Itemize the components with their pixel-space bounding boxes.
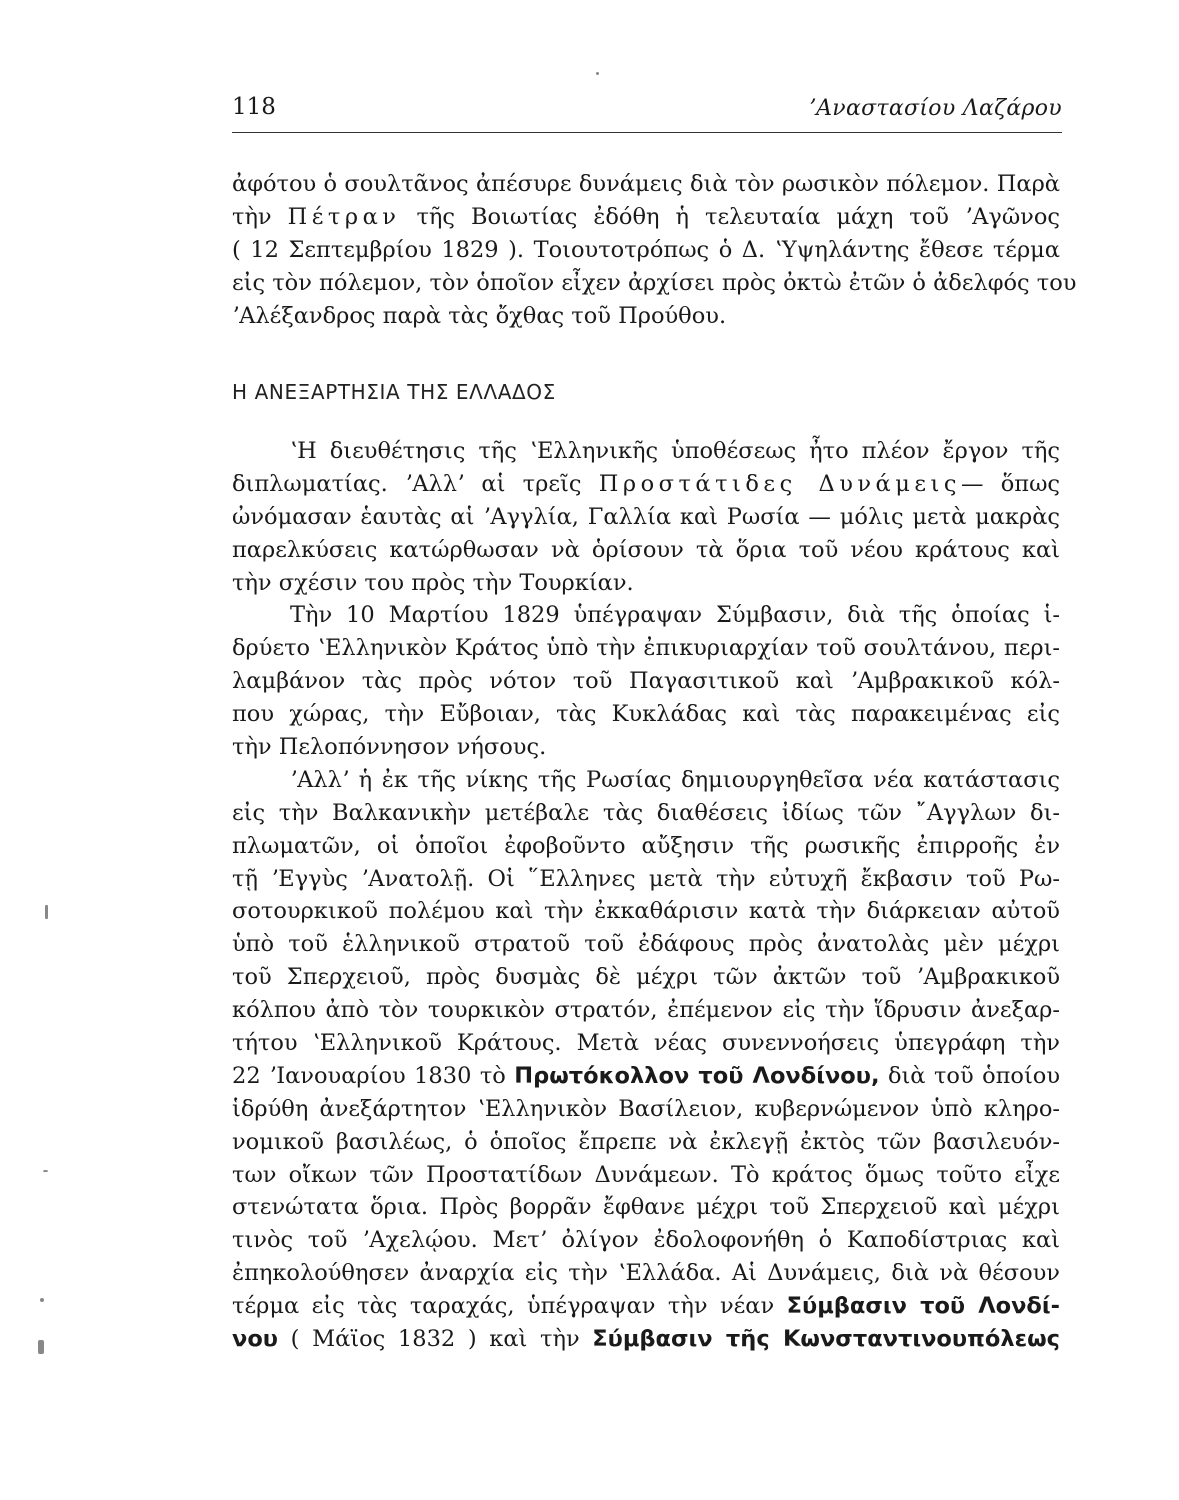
text-line [232, 468, 1060, 501]
text-fragment: 22 ʼΙανουαρίου 1830 τὸ [232, 1062, 515, 1089]
page-header [232, 92, 1062, 133]
section-heading: Η ΑΝΕΞΑΡΤΗΣΙΑ ΤΗΣ ΕΛΛΑΔΟΣ [232, 380, 556, 404]
text-line: κόλπου ἀπὸ τὸν τουρκικὸν στρατόν, ἐπέμενον εἰς τὴν ἵδρυσιν ἀνεξαρ- [232, 997, 1060, 1024]
text-line: σοτουρκικοῦ πολέμου καὶ τὴν ἐκκαθάρισιν κατὰ τὴν διάρκειαν αὐτοῦ [232, 898, 1060, 925]
text-line: ἐπηκολούθησεν ἀναρχία εἰς τὴν ʽΕλλάδα. Αἱ Δυνάμεις, διὰ νὰ θέσουν [232, 1260, 1060, 1287]
bold-emphasis: νου [232, 1326, 278, 1353]
text-line: τῇ ʼΕγγὺς ʼΑνατολῇ. Οἱ ῞Ελληνες μετὰ τὴν εὐτυχῆ ἔκβασιν τοῦ Ρω- [232, 865, 1060, 892]
text-line: δρύετο ʽΕλληνικὸν Κράτος ὑπὸ τὴν ἐπικυριαρχίαν τοῦ σουλτάνου, περι- [232, 635, 1060, 662]
text-line: νομικοῦ βασιλέως, ὁ ὁποῖος ἔπρεπε νὰ ἐκλεγῇ ἐκτὸς τῶν βασιλευόν- [232, 1128, 1060, 1155]
text-fragment: — ὅπως [960, 470, 1061, 497]
text-line: τήτου ʽΕλληνικοῦ Κράτους. Μετὰ νέας συνεννοήσεις ὑπεγράφη τὴν [232, 1030, 1060, 1057]
text-line: ὠνόμασαν ἑαυτὰς αἱ ʼΑγγλία, Γαλλία καὶ Ρωσία — μόλις μετὰ μακρὰς [232, 503, 1060, 530]
scan-speck [38, 1340, 44, 1354]
text-line [232, 1323, 1060, 1356]
text-fragment: τέρμα εἰς τὰς ταραχάς, ὑπέγραψαν τὴν νέαν [232, 1293, 787, 1320]
text-fragment: διὰ τοῦ ὁποίου [879, 1062, 1060, 1089]
text-line: ʼΑλλʼ ἡ ἐκ τῆς νίκης τῆς Ρωσίας δημιουργηθεῖσα νέα κατάστασις [290, 766, 1060, 793]
section-body [232, 435, 1060, 1356]
text-line: τοῦ Σπερχειοῦ, πρὸς δυσμὰς δὲ μέχρι τῶν ἀκτῶν τοῦ ʼΑμβρακικοῦ [232, 964, 1060, 991]
running-head: ʼΑναστασίου Λαζάρου [808, 96, 1062, 121]
text-line: τὴν Πελοπόννησον νήσους. [232, 734, 547, 761]
scan-speck [45, 905, 48, 919]
text-fragment: τὴν [232, 203, 288, 230]
text-line: εἰς τὴν Βαλκανικὴν μετέβαλε τὰς διαθέσεις ἰδίως τῶν ῎Αγγλων δι- [232, 799, 1060, 826]
text-line: ὑπὸ τοῦ ἑλληνικοῦ στρατοῦ τοῦ ἐδάφους πρὸς ἀνατολὰς μὲν μέχρι [232, 931, 1060, 958]
text-line: ἱδρύθη ἀνεξάρτητον ʽΕλληνικὸν Βασίλειον, κυβερνώμενον ὑπὸ κληρο- [232, 1095, 1060, 1122]
bold-emphasis: Σύμβασιν τῆς Κωνσταντινουπόλεως [592, 1326, 1060, 1353]
bold-emphasis: Σύμβασιν τοῦ Λονδί- [786, 1293, 1060, 1320]
scan-speck [40, 1298, 44, 1302]
text-fragment: τῆς Βοιωτίας ἐδόθη ἡ τελευταία μάχη τοῦ ʼΑγῶνος [400, 203, 1060, 230]
text-line [232, 1290, 1060, 1323]
text-line: που χώρας, τὴν Εὔβοιαν, τὰς Κυκλάδας καὶ τὰς παρακειμένας εἰς [232, 701, 1060, 728]
spaced-emphasis: Πέτραν [287, 203, 401, 230]
scan-speck [596, 72, 599, 75]
text-fragment: ( Μάϊος 1832 ) καὶ τὴν [277, 1326, 593, 1353]
text-line: ἀφότου ὁ σουλτᾶνος ἀπέσυρε δυνάμεις διὰ τὸν ρωσικὸν πόλεμον. Παρὰ [232, 171, 1060, 197]
text-line: ( 12 Σεπτεμβρίου 1829 ). Τοιουτοτρόπως ὁ Δ. ʽΥψηλάντης ἔθεσε τέρμα [232, 236, 1060, 263]
text-line: Τὴν 10 Μαρτίου 1829 ὑπέγραψαν Σύμβασιν, διὰ τῆς ὁποίας ἱ- [290, 602, 1060, 629]
scan-speck [43, 1170, 48, 1172]
text-line: ʽΗ διευθέτησις τῆς ʽΕλληνικῆς ὑποθέσεως ἦτο πλέον ἔργον τῆς [290, 438, 1060, 464]
text-line: πλωματῶν, οἱ ὁποῖοι ἐφοβοῦντο αὔξησιν τῆς ρωσικῆς ἐπιρροῆς ἐν [232, 832, 1060, 859]
text-line: τὴν σχέσιν του πρὸς τὴν Τουρκίαν. [232, 569, 634, 596]
text-line [232, 1060, 1060, 1093]
page-number: 118 [232, 94, 276, 120]
text-line: εἰς τὸν πόλεμον, τὸν ὁποῖον εἶχεν ἀρχίσει πρὸς ὀκτὼ ἐτῶν ὁ ἀδελφός του [232, 269, 1077, 296]
spaced-emphasis: Προστάτιδες Δυνάμεις [598, 470, 961, 497]
text-line: στενώτατα ὅρια. Πρὸς βορρᾶν ἔφθανε μέχρι τοῦ Σπερχειοῦ καὶ μέχρι [232, 1194, 1060, 1221]
text-line: λαμβάνον τὰς πρὸς νότον τοῦ Παγασιτικοῦ καὶ ʼΑμβρακικοῦ κόλ- [232, 668, 1060, 695]
text-fragment: διπλωματίας. ʼΑλλʼ αἱ τρεῖς [232, 470, 599, 497]
text-line-spaced [232, 201, 1060, 234]
text-line: ʼΑλέξανδρος παρὰ τὰς ὄχθας τοῦ Προύθου. [232, 302, 727, 329]
text-line: τινὸς τοῦ ʼΑχελῴου. Μετʼ ὀλίγον ἐδολοφονήθη ὁ Καποδίστριας καὶ [232, 1227, 1060, 1254]
text-line: των οἴκων τῶν Προστατίδων Δυνάμεων. Τὸ κράτος ὅμως τοῦτο εἶχε [232, 1161, 1060, 1188]
text-line: παρελκύσεις κατώρθωσαν νὰ ὁρίσουν τὰ ὅρια τοῦ νέου κράτους καὶ [232, 536, 1060, 563]
opening-paragraph [232, 168, 1077, 332]
bold-emphasis: Πρωτόκολλον τοῦ Λονδίνου, [514, 1062, 880, 1089]
